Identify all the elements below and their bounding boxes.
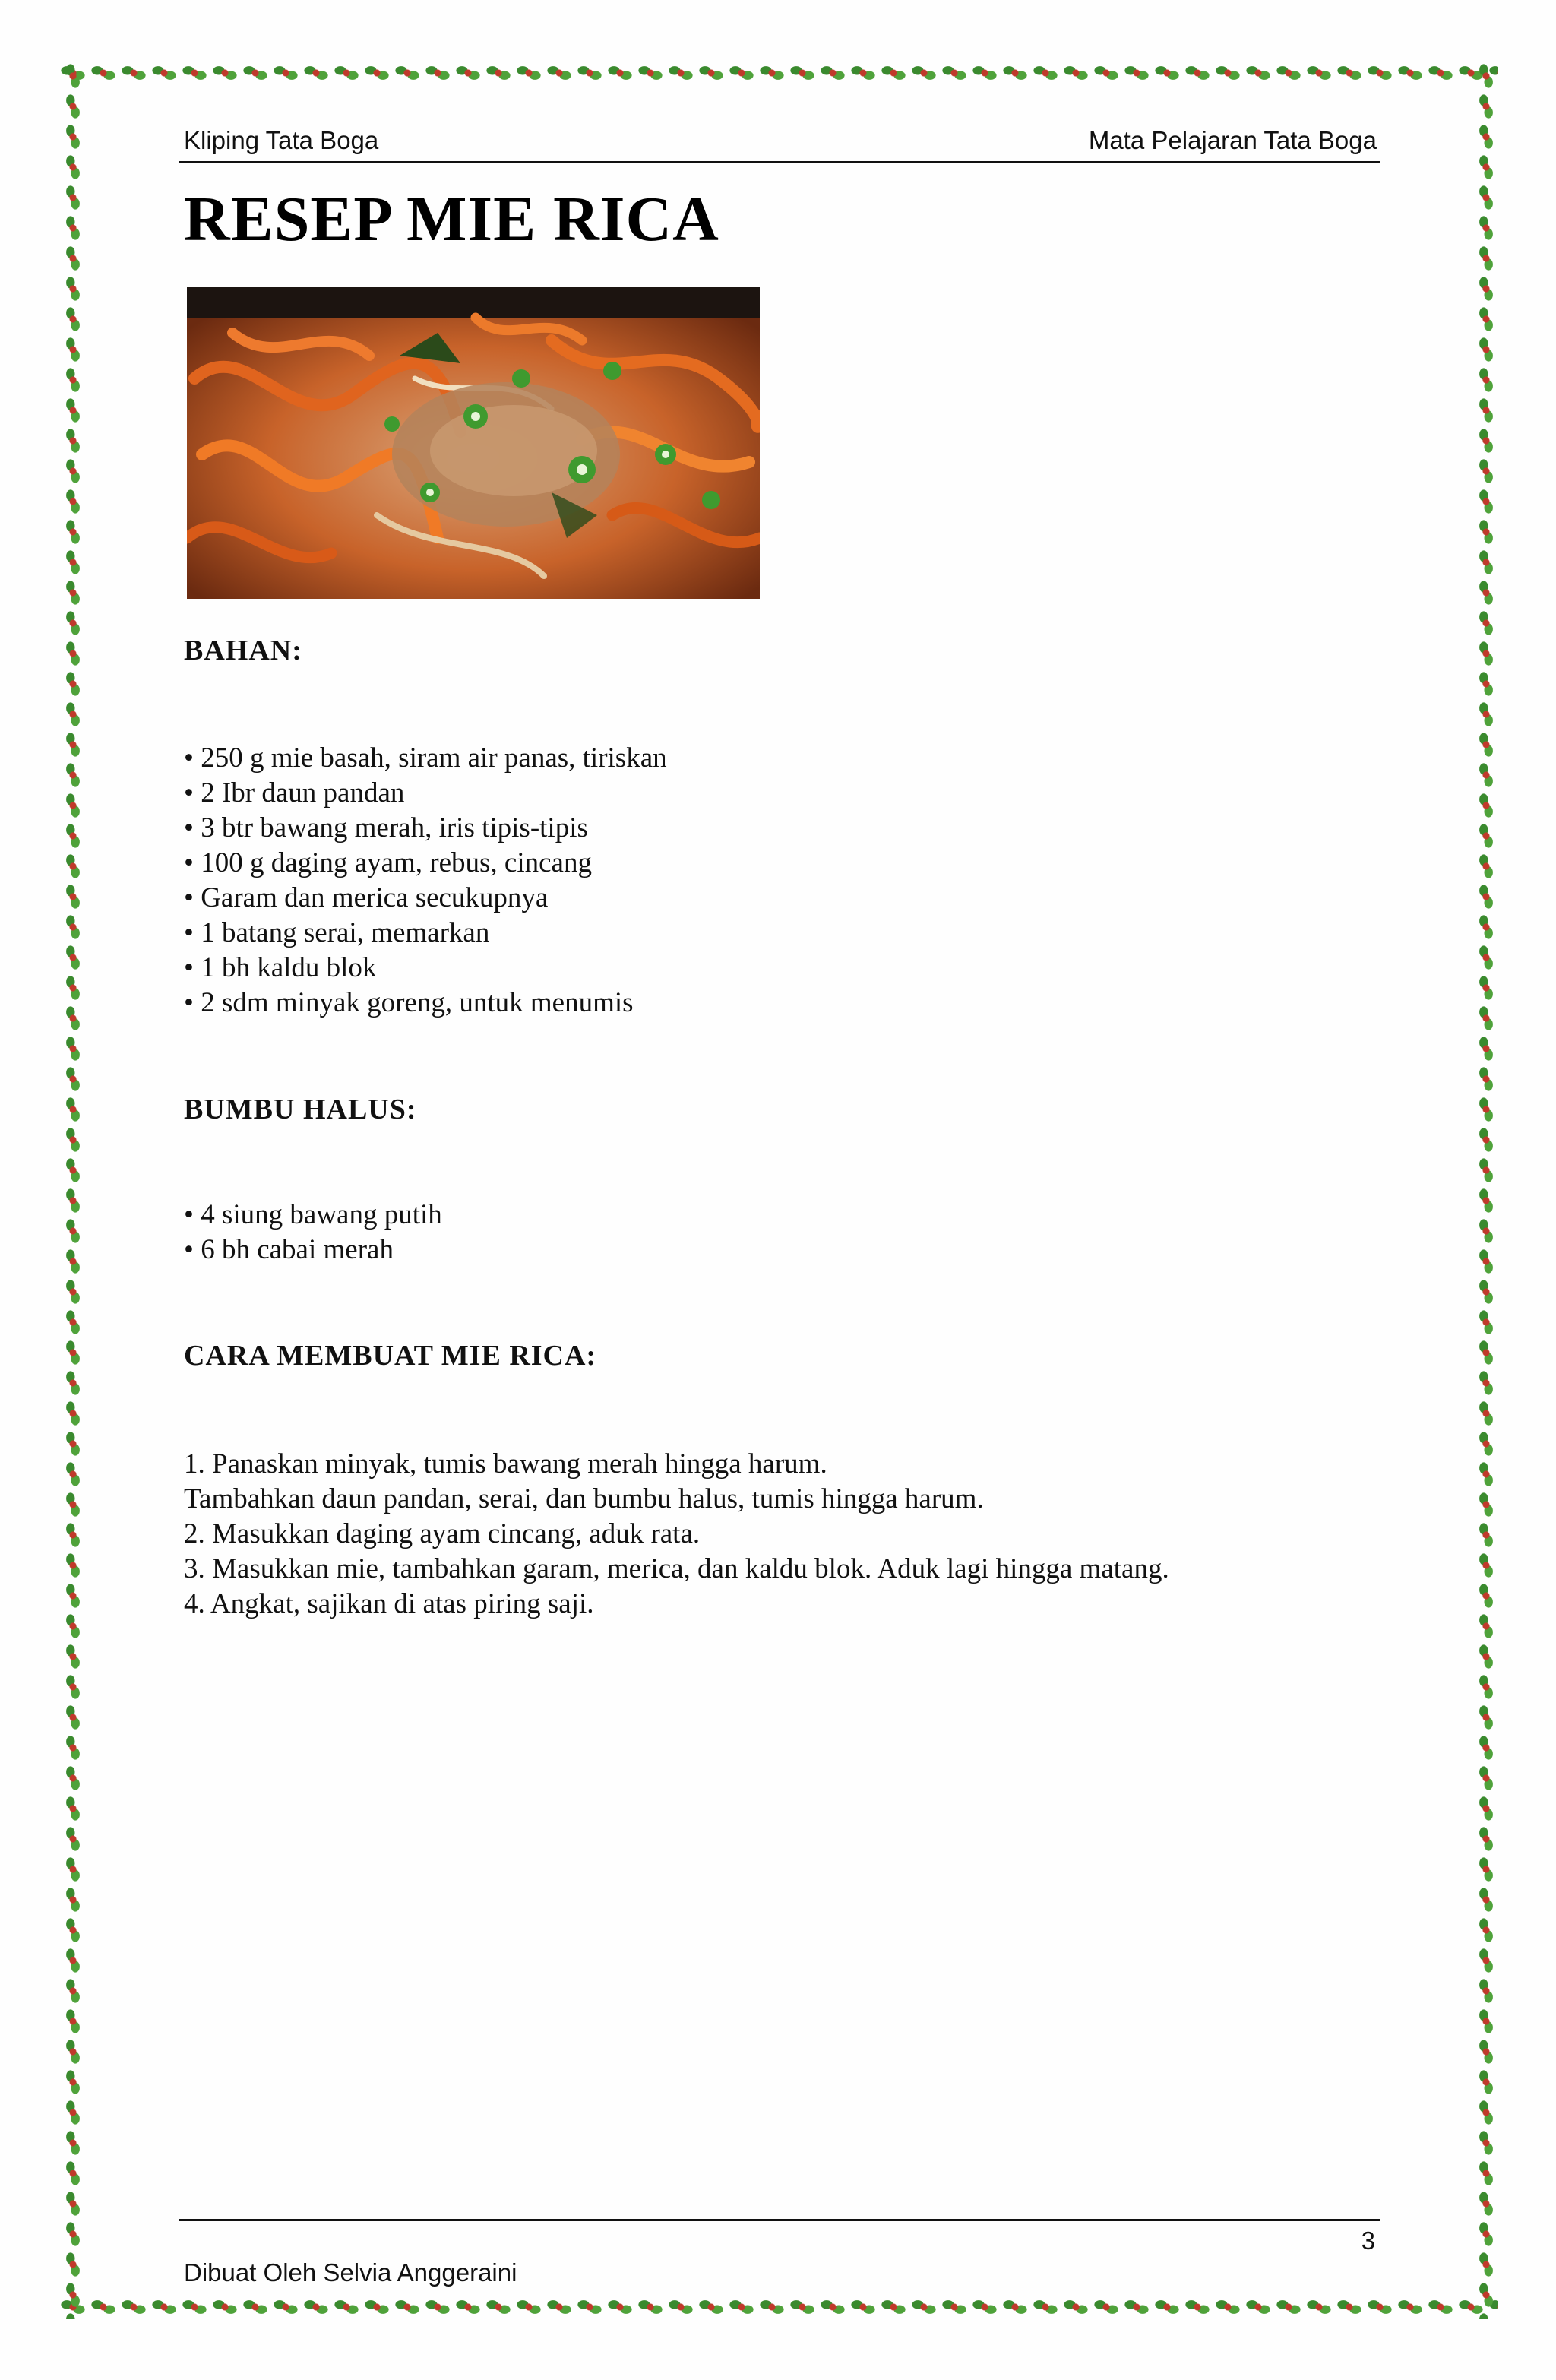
list-item: • 2 Ibr daun pandan [184, 777, 405, 809]
header-right-text: Mata Pelajaran Tata Boga [1088, 126, 1377, 154]
list-item: • 250 g mie basah, siram air panas, tiriskan [184, 742, 667, 774]
holly-border-right [1474, 61, 1498, 2319]
list-item: • 100 g daging ayam, rebus, cincang [184, 847, 592, 878]
noodle-dish-photo [187, 287, 760, 599]
cara-membuat-heading: CARA MEMBUAT MIE RICA: [184, 1340, 597, 1372]
list-item: • 3 btr bawang merah, iris tipis-tipis [184, 812, 588, 843]
list-item: • Garam dan merica secukupnya [184, 882, 549, 913]
cara-steps-list [184, 1447, 1169, 1622]
bahan-list [184, 741, 667, 1021]
bumbu-halus-heading: BUMBU HALUS: [184, 1093, 417, 1125]
bahan-heading: BAHAN: [184, 635, 302, 666]
holly-border-top [58, 61, 1498, 85]
list-item: • 4 siung bawang putih [184, 1199, 442, 1230]
page-number: 3 [1361, 2227, 1375, 2255]
step-item: Tambahkan daun pandan, serai, dan bumbu halus, tumis hingga harum. [184, 1483, 984, 1514]
footer-author: Dibuat Oleh Selvia Anggeraini [184, 2258, 517, 2287]
step-item: 4. Angkat, sajikan di atas piring saji. [184, 1588, 594, 1619]
step-item: 3. Masukkan mie, tambahkan garam, merica, dan kaldu blok. Aduk lagi hingga matang. [184, 1553, 1169, 1584]
step-item: 1. Panaskan minyak, tumis bawang merah hingga harum. [184, 1448, 827, 1480]
bumbu-list [184, 1198, 442, 1268]
page-title: RESEP MIE RICA [184, 184, 719, 255]
header-rule [179, 161, 1380, 163]
holly-border-bottom [58, 2295, 1498, 2319]
list-item: • 6 bh cabai merah [184, 1234, 394, 1265]
header-left-text: Kliping Tata Boga [184, 126, 379, 154]
list-item: • 2 sdm minyak goreng, untuk menumis [184, 987, 634, 1018]
list-item: • 1 bh kaldu blok [184, 952, 377, 983]
footer-rule [179, 2219, 1380, 2221]
step-item: 2. Masukkan daging ayam cincang, aduk rata. [184, 1518, 701, 1549]
holly-border-left [61, 61, 85, 2319]
list-item: • 1 batang serai, memarkan [184, 917, 490, 948]
